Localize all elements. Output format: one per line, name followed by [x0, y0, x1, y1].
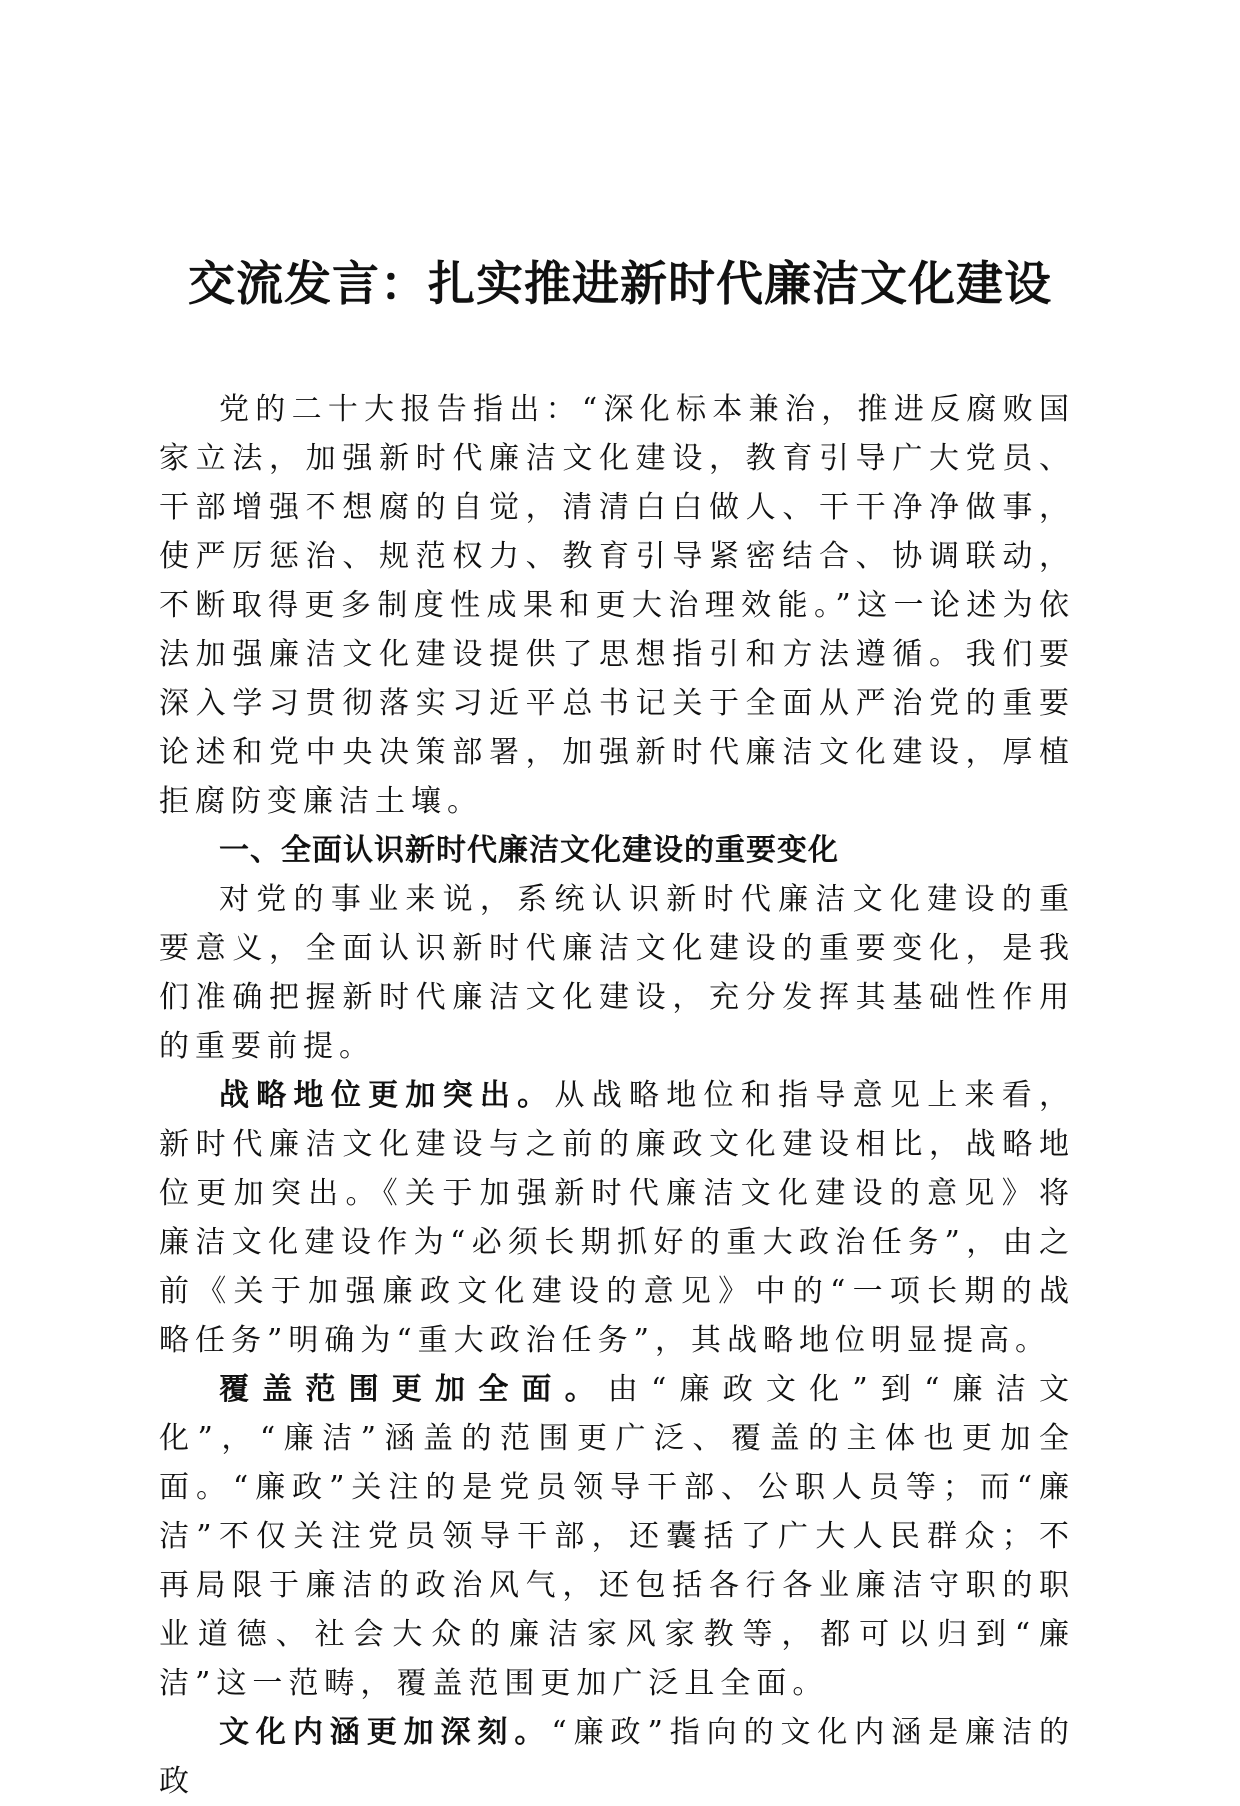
point-text: 从战略地位和指导意见上来看，新时代廉洁文化建设与之前的廉政文化建设相比，战略地位更加突出。《关于加强新时代廉洁文化建设的意见》将廉洁文化建设作为“必须长期抓好的重大政治任务”，由之前《关于加强廉政文化建设的意见》中的“一项长期的战略任务”明确为“重大政治任务”，其战略地位明显提高。 — [159, 1078, 1076, 1358]
point-text: “廉政”指向的文化内涵是廉洁的政 — [159, 1715, 1075, 1799]
point-paragraph-coverage — [159, 1365, 1075, 1708]
point-lead: 战略地位更加突出。 — [219, 1078, 555, 1113]
section-heading: 一、全面认识新时代廉洁文化建设的重要变化 — [219, 833, 839, 868]
point-text: 由“廉政文化”到“廉洁文化”，“廉洁”涵盖的范围更广泛、覆盖的主体也更加全面。“廉政”关注的是党员领导干部、公职人员等；而“廉洁”不仅关注党员领导干部，还囊括了广大人民群众；不再局限于廉洁的政治风气，还包括各行各业廉洁守职的职业道德、社会大众的廉洁家风家教等，都可以归到“廉洁”这一范畴，覆盖范围更加广泛且全面。 — [159, 1372, 1075, 1701]
point-paragraph-connotation — [159, 1708, 1075, 1806]
intro-paragraph: 党的二十大报告指出：“深化标本兼治，推进反腐败国家立法，加强新时代廉洁文化建设，教育引导广大党员、干部增强不想腐的自觉，清清白白做人、干干净净做事，使严厉惩治、规范权力、教育引导紧密结合、协调联动，不断取得更多制度性成果和更大治理效能。”这一论述为依法加强廉洁文化建设提供了思想指引和方法遵循。我们要深入学习贯彻落实习近平总书记关于全面从严治党的重要论述和党中央决策部署，加强新时代廉洁文化建设，厚植拒腐防变廉洁土壤。 — [159, 392, 1075, 819]
point-lead: 覆盖范围更加全面。 — [219, 1372, 608, 1407]
document-body — [159, 385, 1075, 1806]
point-lead: 文化内涵更加深刻。 — [219, 1715, 552, 1750]
point-paragraph-strategic — [159, 1071, 1075, 1365]
section-intro-paragraph: 对党的事业来说，系统认识新时代廉洁文化建设的重要意义，全面认识新时代廉洁文化建设的重要变化，是我们准确把握新时代廉洁文化建设，充分发挥其基础性作用的重要前提。 — [159, 882, 1075, 1064]
document-title: 交流发言：扎实推进新时代廉洁文化建设 — [188, 257, 1052, 312]
